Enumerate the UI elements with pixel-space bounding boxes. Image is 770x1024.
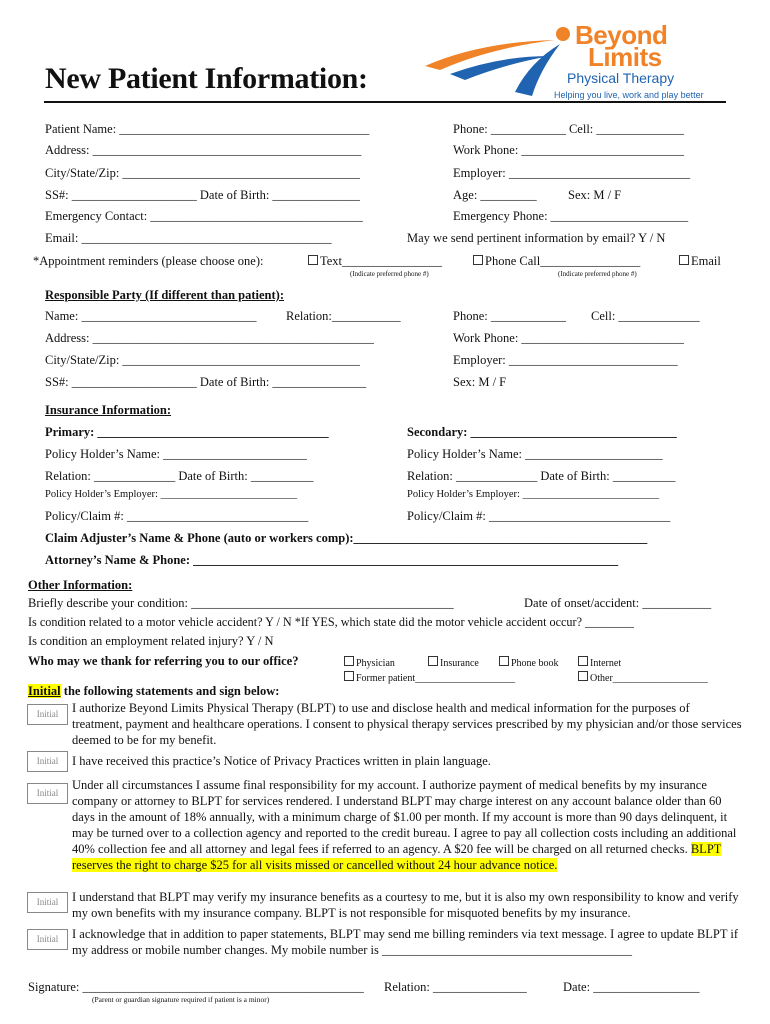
checkbox-icon[interactable] (344, 656, 354, 666)
patient-work-phone-field[interactable]: Work Phone: __________________________ (453, 143, 684, 157)
initial-box-2[interactable]: Initial (27, 751, 68, 772)
patient-employer-field[interactable]: Employer: _____________________________ (453, 166, 691, 180)
condition-description-field[interactable]: Briefly describe your condition: __________________________________________ (28, 596, 454, 610)
responsible-relation-field[interactable]: Relation:___________ (286, 309, 401, 323)
claim-adjuster-field[interactable]: Claim Adjuster’s Name & Phone (auto or workers comp):_______________________________________________ (45, 531, 648, 545)
responsible-work-phone-field[interactable]: Work Phone: __________________________ (453, 331, 684, 345)
logo-tagline: Helping you live, work and play better (554, 90, 704, 100)
patient-ss-dob-field[interactable]: SS#: ____________________ Date of Birth: ______________ (45, 188, 360, 202)
title-rule (44, 101, 726, 103)
responsible-sex-field[interactable]: Sex: M / F (453, 375, 507, 389)
referral-insurance-option[interactable] (428, 656, 479, 669)
referral-physician-label: Physician (356, 658, 395, 669)
reminder-text-label: Text________________ (320, 254, 443, 268)
onset-date-field[interactable]: Date of onset/accident: ___________ (524, 596, 712, 610)
referral-phonebook-label: Phone book (511, 658, 559, 669)
reminder-option-phone[interactable] (473, 254, 640, 269)
referral-question: Who may we thank for referring you to our office? (28, 654, 299, 668)
statements-heading-initial: Initial (28, 684, 61, 698)
reminder-email-label: Email (691, 254, 721, 268)
secondary-holder-name-field[interactable]: Policy Holder’s Name: ______________________ (407, 447, 663, 461)
patient-city-field[interactable]: City/State/Zip: ______________________________________ (45, 166, 360, 180)
statement-3 (72, 777, 742, 873)
statement-3-highlight: BLPT reserves the right to charge $25 for all visits missed or cancelled without 24 hour advance notice. (72, 842, 722, 872)
other-info-heading: Other Information: (28, 578, 133, 592)
statements-heading (28, 684, 279, 699)
signature-note: (Parent or guardian signature required if patient is a minor) (92, 995, 270, 1004)
insurance-heading: Insurance Information: (45, 403, 172, 417)
patient-address-field[interactable]: Address: ___________________________________________ (45, 143, 362, 157)
patient-phone-field[interactable]: Phone: ____________ Cell: ______________ (453, 122, 684, 136)
email-permission-question[interactable]: May we send pertinent information by email? Y / N (407, 231, 666, 245)
responsible-employer-field[interactable]: Employer: ___________________________ (453, 353, 678, 367)
referral-physician-option[interactable] (344, 656, 395, 669)
responsible-ss-dob-field[interactable]: SS#: ____________________ Date of Birth: _______________ (45, 375, 367, 389)
reminder-phone-label: Phone Call________________ (485, 254, 641, 268)
preferred-phone-note-call: (Indicate preferred phone #) (558, 270, 637, 278)
checkbox-icon[interactable] (578, 656, 588, 666)
patient-age-field[interactable]: Age: _________ (453, 188, 537, 202)
referral-former-label: Former patient____________________ (356, 673, 516, 684)
checkbox-icon[interactable] (473, 255, 483, 265)
appointment-reminder-label: *Appointment reminders (please choose one): (33, 254, 264, 268)
checkbox-icon[interactable] (344, 671, 354, 681)
referral-internet-option[interactable] (578, 656, 621, 669)
responsible-phone-field[interactable]: Phone: ____________ (453, 309, 566, 323)
checkbox-icon[interactable] (499, 656, 509, 666)
secondary-relation-dob-field[interactable]: Relation: _____________ Date of Birth: __________ (407, 469, 676, 483)
checkbox-icon[interactable] (679, 255, 689, 265)
email-field[interactable]: Email: ________________________________________ (45, 231, 332, 245)
secondary-holder-employer-field[interactable]: Policy Holder’s Employer: __________________________ (407, 489, 660, 500)
checkbox-icon[interactable] (428, 656, 438, 666)
responsible-address-field[interactable]: Address: _____________________________________________ (45, 331, 374, 345)
signature-relation-field[interactable]: Relation: _______________ (384, 980, 527, 994)
referral-other-label: Other___________________ (590, 673, 708, 684)
referral-former-patient-option[interactable] (344, 671, 515, 684)
primary-relation-dob-field[interactable]: Relation: _____________ Date of Birth: __________ (45, 469, 314, 483)
logo-word-beyond: Beyond (575, 20, 668, 50)
checkbox-icon[interactable] (578, 671, 588, 681)
preferred-phone-note-text: (Indicate preferred phone #) (350, 270, 429, 278)
patient-sex-field[interactable]: Sex: M / F (568, 188, 622, 202)
statement-1: I authorize Beyond Limits Physical Therapy (BLPT) to use and disclose health and medical information for the purposes of treatment, payment and healthcare operations. I consent to physical therapy services prescribed by my physician and/or those services deemed to be for my benefit. (72, 701, 742, 747)
employment-injury-question[interactable]: Is condition an employment related injury? Y / N (28, 634, 274, 648)
statement-5: I acknowledge that in addition to paper statements, BLPT may send me billing reminders via text message. I agree to update BLPT if my address or mobile number changes. My mobile number is ________________________________________ (72, 927, 739, 957)
emergency-contact-field[interactable]: Emergency Contact: __________________________________ (45, 209, 363, 223)
responsible-name-field[interactable]: Name: ____________________________ (45, 309, 257, 323)
statement-4: I understand that BLPT may verify my insurance benefits as a courtesy to me, but it is also my own responsibility to know and verify my own benefits with my insurance company. BLPT is not responsible for misquoted benefits by my insurance. (72, 890, 739, 920)
page-title: New Patient Information: (45, 62, 368, 95)
responsible-city-field[interactable]: City/State/Zip: ______________________________________ (45, 353, 360, 367)
statements-heading-rest: the following statements and sign below: (60, 684, 280, 698)
primary-insurance-field[interactable]: Primary: _____________________________________ (45, 425, 329, 439)
statement-2: I have received this practice’s Notice of Privacy Practices written in plain language. (72, 754, 491, 768)
secondary-claim-field[interactable]: Policy/Claim #: _____________________________ (407, 509, 671, 523)
responsible-cell-field[interactable]: Cell: _____________ (591, 309, 700, 323)
checkbox-icon[interactable] (308, 255, 318, 265)
secondary-insurance-field[interactable]: Secondary: _________________________________ (407, 425, 677, 439)
motor-vehicle-question[interactable]: Is condition related to a motor vehicle accident? Y / N *If YES, which state did the motor vehicle accident occur? ________ (28, 615, 634, 629)
reminder-option-email[interactable] (679, 254, 721, 269)
logo-swoosh-icon (420, 22, 570, 102)
emergency-phone-field[interactable]: Emergency Phone: ______________________ (453, 209, 689, 223)
logo-word-limits: Limits (588, 42, 662, 72)
logo-subtitle: Physical Therapy (567, 70, 675, 86)
signature-date-field[interactable]: Date: _________________ (563, 980, 700, 994)
referral-internet-label: Internet (590, 658, 622, 669)
logo (420, 22, 710, 102)
referral-other-option[interactable] (578, 671, 708, 684)
referral-insurance-label: Insurance (440, 658, 479, 669)
statement-3-text: Under all circumstances I assume final responsibility for my account. I authorize payment of medical benefits by my insurance company or attorney to BLPT for services rendered. I understand BLPT may charge interest on any account balance older than 60 days in the amount of 18% annually, with a minimum charge of $1.00 per month. If my account is more than 90 days delinquent, it may be turned over to a collection agency and reported to the credit bureau. I agree to pay all collection costs including an additional 40% collection fee and all attorney and legal fees if referred to an agency. A $20 fee will be charged on all returned checks. (72, 778, 737, 856)
patient-name-field[interactable]: Patient Name: ________________________________________ (45, 122, 370, 136)
primary-holder-employer-field[interactable]: Policy Holder’s Employer: __________________________ (45, 489, 298, 500)
initial-box-4[interactable]: Initial (27, 892, 68, 913)
signature-field[interactable]: Signature: _____________________________________________ (28, 980, 364, 994)
reminder-option-text[interactable] (308, 254, 442, 269)
initial-box-3[interactable]: Initial (27, 783, 68, 804)
referral-phonebook-option[interactable] (499, 656, 559, 669)
attorney-field[interactable]: Attorney’s Name & Phone: ____________________________________________________________________ (45, 553, 619, 567)
initial-box-1[interactable]: Initial (27, 704, 68, 725)
responsible-party-heading: Responsible Party (If different than patient): (45, 288, 284, 302)
primary-claim-field[interactable]: Policy/Claim #: _____________________________ (45, 509, 309, 523)
primary-holder-name-field[interactable]: Policy Holder’s Name: _______________________ (45, 447, 307, 461)
initial-box-5[interactable]: Initial (27, 929, 68, 950)
